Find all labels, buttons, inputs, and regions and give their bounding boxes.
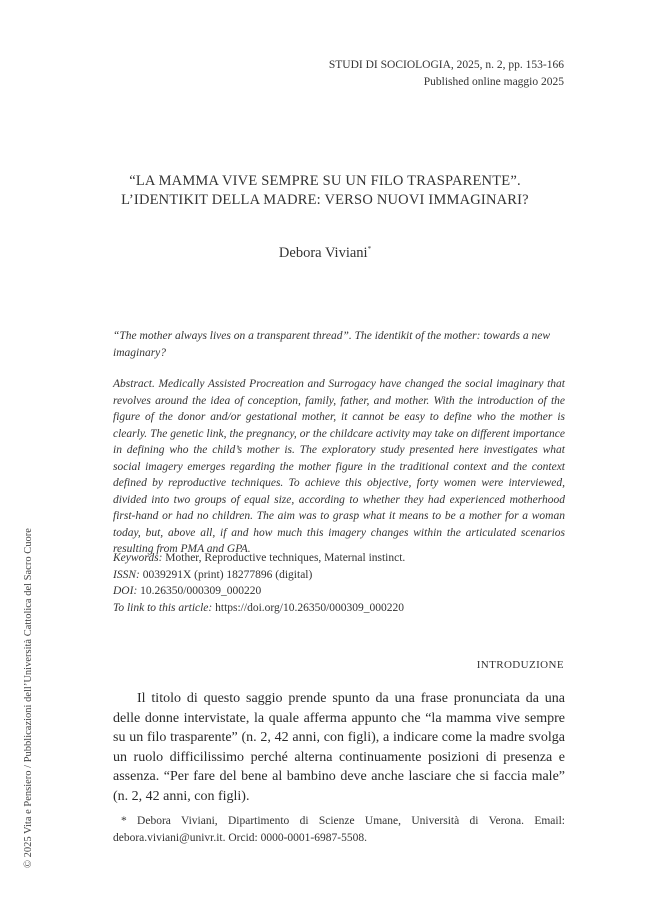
article-title <box>0 172 650 210</box>
keywords-label: Keywords: <box>113 552 163 564</box>
issn-label: ISSN: <box>113 568 140 581</box>
author-line <box>0 245 650 262</box>
author-name: Debora Viviani <box>278 245 368 261</box>
english-title: “The mother always lives on a transparent thread”. The identikit of the mother: towards a new imaginary? <box>113 330 550 359</box>
doi-row <box>113 583 405 600</box>
article-link[interactable]: https://doi.org/10.26350/000309_000220 <box>215 601 405 614</box>
journal-citation: STUDI DI SOCIOLOGIA, 2025, n. 2, pp. 153-166 <box>328 59 564 71</box>
title-line-1: “LA MAMMA VIVE SEMPRE SU UN FILO TRASPARENTE”. <box>129 173 521 189</box>
author-footnote-mark: * <box>367 245 372 254</box>
journal-header <box>329 57 564 91</box>
author-footnote: * Debora Viviani, Dipartimento di Scienze Umane, Università di Verona. Email: debora.viviani@univr.it. Orcid: 0000-0001-6987-5508. <box>113 815 565 844</box>
article-metadata <box>113 550 405 616</box>
article-link-label: To link to this article: <box>113 601 213 614</box>
section-heading: INTRODUZIONE <box>476 659 564 671</box>
article-link-row <box>113 600 405 617</box>
title-line-2: L’IDENTIKIT DELLA MADRE: VERSO NUOVI IMMAGINARI? <box>121 192 529 208</box>
side-copyright: © 2025 Vita e Pensiero / Pubblicazioni dell’Università Cattolica del Sacro Cuore <box>23 528 34 868</box>
intro-paragraph: Il titolo di questo saggio prende spunto da una frase pronunciata da una delle donne intervistate, la quale afferma appunto che “la mamma vive sempre su un filo trasparente” (n. 2, 42 anni, con figli), a indicare come la madre svolga un ruolo difficilissimo perché alterna continuamente posizioni di presenza e assenza. “Per fare del bene al bambino deve anche lasciare che si faccia male” (n. 2, 42 anni, con figli). <box>113 691 565 804</box>
abstract: Abstract. Medically Assisted Procreation and Surrogacy have changed the social imaginary that revolves around the idea of conception, family, father, and mother. With the introduction of the figure of the donor and/or gestational mother, it cannot be easy to define who the mother is clearly. The genetic link, the pregnancy, or the childcare activity may take on different importance in defining who the child’s mother is. The exploratory study presented here investigates what social imagery emerges regarding the mother figure in the traditional context and the context defined by reproductive techniques. To achieve this objective, forty women were interviewed, divided into two groups of equal size, according to whether they had experienced motherhood first-hand or had no children. The aim was to grasp what it means to be a mother for a woman today, but, above all, if and how much this imagery changes within the articulated scenarios resulting from PMA and GPA. <box>113 378 565 555</box>
keywords-row <box>113 550 405 567</box>
doi-label: DOI: <box>113 585 138 597</box>
publication-date: Published online maggio 2025 <box>423 76 564 88</box>
issn-row <box>113 567 405 584</box>
doi-value: 10.26350/000309_000220 <box>140 585 262 597</box>
issn-value: 0039291X (print) 18277896 (digital) <box>142 568 313 581</box>
keywords-value: Mother, Reproductive techniques, Maternal instinct. <box>165 552 406 564</box>
